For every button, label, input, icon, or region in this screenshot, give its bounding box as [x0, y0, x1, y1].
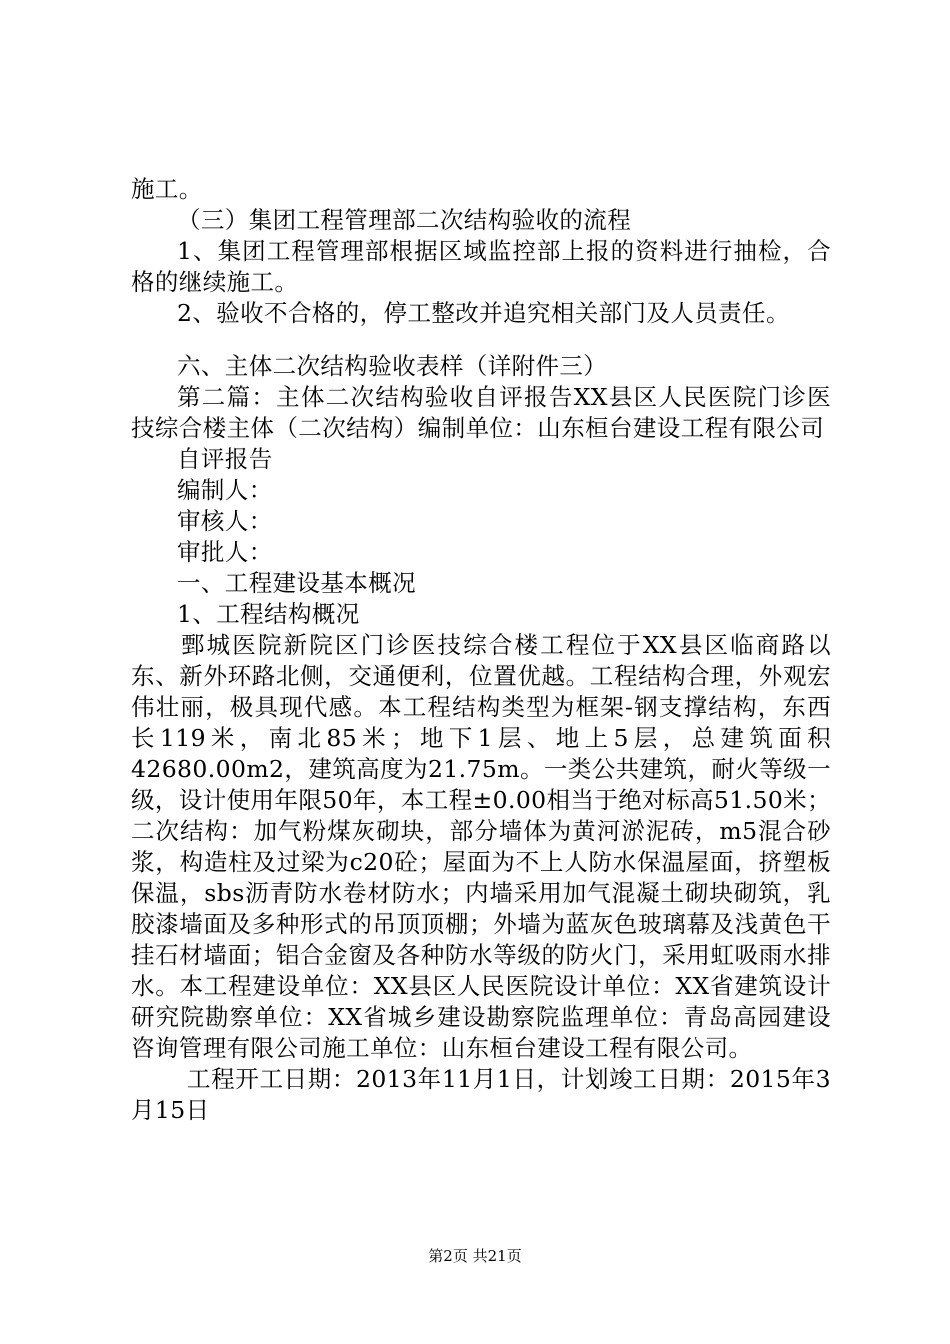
paragraph-gap: [131, 329, 831, 351]
heading-structure-overview: 1、工程结构概况: [177, 600, 360, 628]
paragraph-spot-check: 1、集团工程管理部根据区域监控部上报的资料进行抽检，合格的继续施工。: [131, 237, 831, 296]
heading-project-overview: 一、工程建设基本概况: [177, 569, 416, 597]
paragraph-structure-details: 鄄城医院新院区门诊医技综合楼工程位于XX县区临商路以东、新外环路北侧，交通便利，位置优越。工程结构合理，外观宏伟壮丽，极具现代感。本工程结构类型为框架-钢支撑结构，东西长119米，南北85米；地下1层、地上5层，总建筑面积42680.00m2，建筑高度为21.75m。一类公共建筑，耐火等级一级，设计使用年限50年，本工程±0.00相当于绝对标高51.50米；二次结构：加气粉煤灰砌块，部分墙体为黄河淤泥砖，m5混合砂浆，构造柱及过梁为c20砼；屋面为不上人防水保温屋面，挤塑板保温，sbs沥青防水卷材防水；内墙采用加气混凝土砌块砌筑，乳胶漆墙面及多种形式的吊顶顶棚；外墙为蓝灰色玻璃幕及浅黄色干挂石材墙面；铝合金窗及各种防水等级的防火门，采用虹吸雨水排水。本工程建设单位：XX县区人民医院设计单位：XX省建筑设计研究院勘察单位：XX省城乡建设勘察院监理单位：青岛高园建设咨询管理有限公司施工单位：山东桓台建设工程有限公司。: [131, 631, 831, 1062]
field-compiler: 编制人：: [177, 476, 273, 504]
document-body: [131, 174, 831, 1126]
paragraph-schedule: 工程开工日期：2013年11月1日，计划竣工日期：2015年3月15日: [131, 1065, 831, 1124]
paragraph-construction-end: 施工。: [131, 175, 203, 203]
page-footer: 第2页 共21页: [428, 1247, 522, 1265]
heading-part-two: 第二篇：主体二次结构验收自评报告XX县区人民医院门诊医技综合楼主体（二次结构）编制单位：山东桓台建设工程有限公司: [131, 383, 831, 442]
heading-acceptance-process: （三）集团工程管理部二次结构验收的流程: [177, 206, 632, 234]
heading-acceptance-form: 六、主体二次结构验收表样（详附件三）: [177, 352, 608, 380]
heading-self-report: 自评报告: [177, 445, 273, 473]
paragraph-rectification: 2、验收不合格的，停工整改并追究相关部门及人员责任。: [177, 299, 790, 327]
field-approver: 审批人：: [177, 538, 273, 566]
field-reviewer: 审核人：: [177, 507, 273, 535]
